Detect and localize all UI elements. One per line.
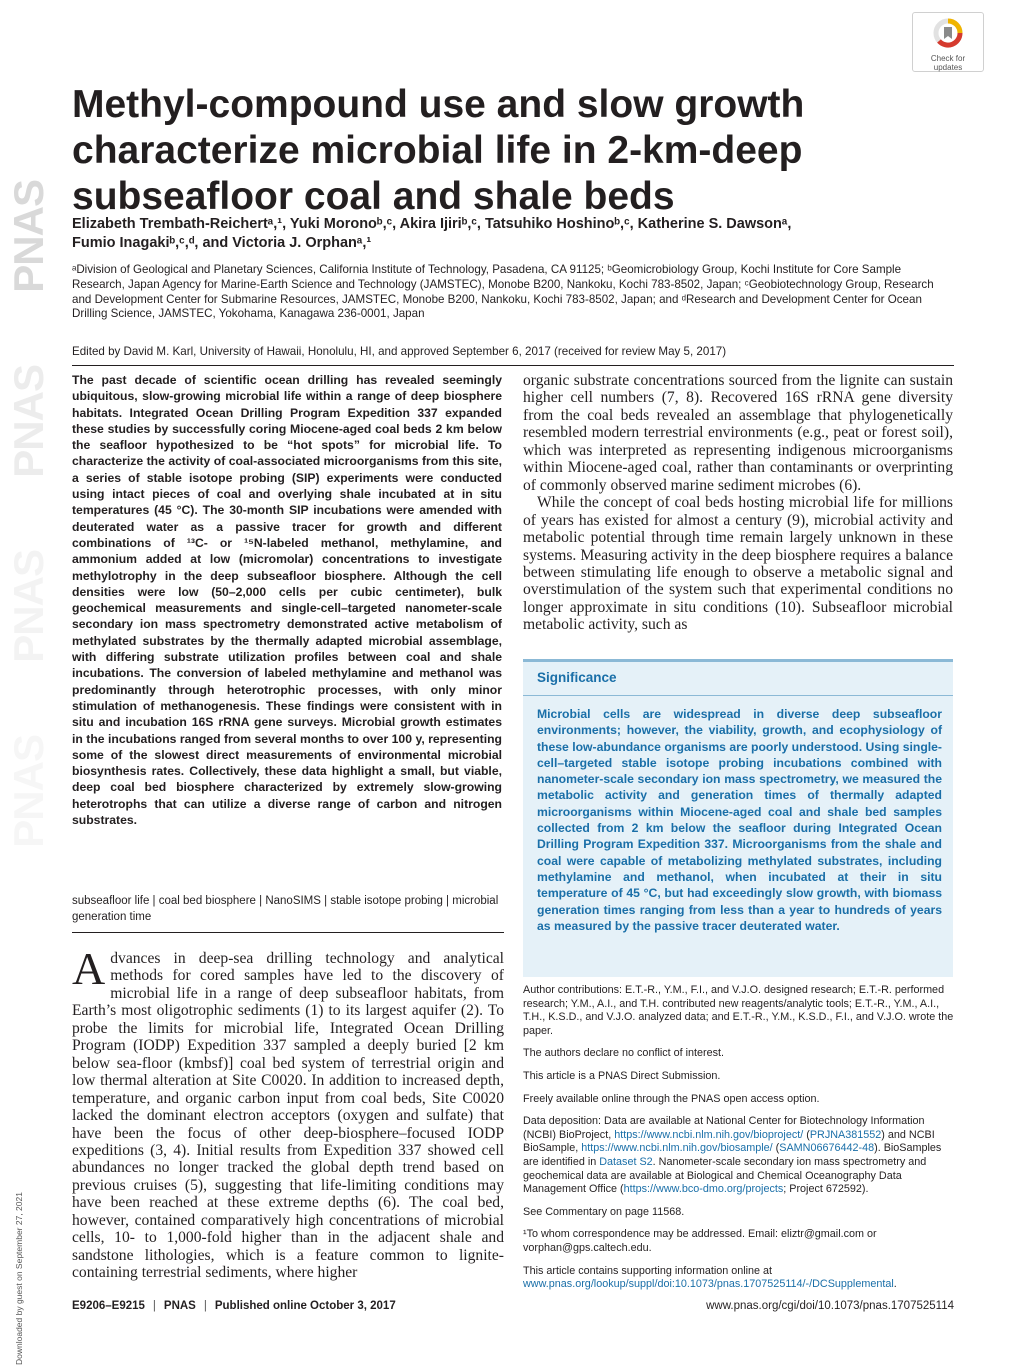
significance-box [523, 659, 953, 977]
keyword[interactable]: microbial generation time [72, 895, 499, 923]
keyword[interactable]: NanoSIMS [265, 895, 321, 907]
badge-line1: Check for [930, 54, 966, 63]
authors-line-1: Elizabeth Trembath-Reichertᵃ,¹, Yuki Moronoᵇ,ᶜ, Akira Ijiriᵇ,ᶜ, Tatsuhiko Hoshinoᵇ,ᶜ, Katherine S. Dawsonᵃ, [72, 216, 792, 232]
deposition-text: ( [772, 1142, 780, 1155]
keyword[interactable]: subseafloor life [72, 895, 150, 907]
divider [72, 365, 954, 366]
journal-name: PNAS [163, 1300, 196, 1312]
deposition-text: ( [803, 1128, 810, 1141]
article-notes [523, 984, 955, 1301]
dataset-link[interactable]: Dataset S2 [599, 1155, 653, 1168]
footer-separator: | [203, 1300, 207, 1312]
supp-text: . [893, 1278, 897, 1291]
body-paragraph: organic substrate concentrations sourced from the lignite can sustain higher cell numbers (7, 8). Recovered 16S rRNA gene diversity from the coal beds revealed an assemblage that phylogenetically resembled modern terrestrial environments (e.g., peat or forest soil), which was interpreted as representing indigenous microorganisms within Miocene-aged coal, rather than contaminants or overprinting of commonly observed marine sediment microbes (6). [523, 372, 953, 494]
check-for-updates-badge[interactable] [912, 12, 984, 72]
keyword[interactable]: coal bed biosphere [158, 895, 256, 907]
keywords: subseafloor life | coal bed biosphere | NanoSIMS | stable isotope probing | microbial generation time [72, 895, 499, 923]
doi-url[interactable]: www.pnas.org/cgi/doi/10.1073/pnas.1707525114 [706, 1300, 954, 1312]
correspondence-note: ¹To whom correspondence may be addressed. Email: eliztr@gmail.com or vorphan@gps.caltech.edu. [523, 1228, 877, 1254]
bioproject-link[interactable]: https://www.ncbi.nlm.nih.gov/bioproject/ [614, 1128, 804, 1141]
badge-line2: updates [933, 63, 963, 72]
samn-link[interactable]: SAMN06676442-48 [779, 1142, 875, 1155]
authors-line-2: Fumio Inagakiᵇ,ᶜ,ᵈ, and Victoria J. Orphanᵃ,¹ [72, 235, 372, 251]
drop-cap: A [72, 943, 106, 994]
author-contributions: Author contributions: E.T.-R., Y.M., F.I., and V.J.O. designed research; E.T.-R. performed research; Y.M., A.I., and T.H. contributed new reagents/analytic tools; E.T.-R., Y.M., A.I., T.H., K.S.D., and V.J.O. analyzed data; and E.T.-R., Y.M., K.S.D., F.I., and V.J.O. wrote the paper. [523, 984, 954, 1037]
submission-note: This article is a PNAS Direct Submission. [523, 1069, 721, 1082]
side-logo-text: PNAS [5, 735, 52, 848]
introduction-text [72, 943, 504, 1282]
conflict-statement: The authors declare no conflict of interest. [523, 1047, 725, 1060]
supplement-link[interactable]: www.pnas.org/lookup/suppl/doi:10.1073/pnas.1707525114/-/DCSupplemental [523, 1278, 894, 1291]
download-note: Downloaded by guest on September 27, 2021 [14, 1192, 24, 1365]
abstract: The past decade of scientific ocean drilling has revealed seemingly ubiquitous, slow-growing microbial life within a range of deep biosphere habitats. Integrated Ocean Drilling Program Expedition 337 expanded these studies by successfully coring Miocene-aged coal beds 2 km below the seafloor hypothesized to be “hot spots” for microbial life. To characterize the activity of coal-associated microorganisms from this site, a series of stable isotope probing (SIP) experiments were conducted using intact pieces of coal and overlying shale incubated at in situ temperatures (45 °C). The 30-month SIP incubations were amended with deuterated water as a passive tracer for growth and different combinations of ¹³C- or ¹⁵N-labeled methanol, methylamine, and ammonium added at low (micromolar) concentrations to investigate methylotrophy in the deep subseafloor biosphere. Although the cell densities were low (50–2,000 cells per cubic centimeter), bulk geochemical measurements and single-cell–targeted nanometer-scale secondary ion mass spectrometry demonstrated active metabolism of methylated substrates by the thermally adapted microbial assemblage, with differing substrate utilization profiles between coal and shale incubations. The conversion of labeled methylamine and methanol was predominantly through heterotrophic processes, with only minor stimulation of methanogenesis. These findings were consistent with in situ and incubation 16S rRNA gene surveys. Microbial growth estimates in the incubations ranged from several months to over 100 y, representing some of the slowest direct measurements of environmental microbial biosynthesis rates. Collectively, these data highlight a small, but viable, deep coal bed biosphere characterized by extremely slow-growing heterotrophs that can utilize a diverse range of carbon and nitrogen substrates. [72, 373, 502, 828]
supporting-info [523, 1265, 955, 1292]
deposition-text: ; Project 672592). [783, 1183, 869, 1196]
open-access-note: Freely available online through the PNAS open access option. [523, 1092, 820, 1105]
body-paragraph: While the concept of coal beds hosting microbial life for millions of years has existed for almost a century (9), microbial activity and metabolic potential through time remain largely unknown in these systems. Measuring activity in the deep biosphere requires a balance between stimulating life enough to observe a metabolic signal and overstimulation of the system such that experimental conditions no longer approximate in situ conditions (10). Subseafloor microbial metabolic activity, such as [523, 494, 953, 634]
footer-left [72, 1300, 396, 1312]
bookmark-ring-icon [933, 18, 963, 48]
side-logo-text: PNAS [5, 550, 52, 663]
journal-side-logo [0, 180, 52, 1040]
deposition-text: . Nanometer-scale secondary ion mass spectrometry and geochemical data are available at Biological and Chemical Oceanography Data Management Office ( [523, 1155, 927, 1196]
side-logo-text: PNAS [5, 180, 52, 293]
editor-line: Edited by David M. Karl, University of Hawaii, Honolulu, HI, and approved September 6, 2017 (received for review May 5, 2017) [72, 345, 727, 358]
significance-text: Microbial cells are widespread in diverse deep subseafloor environments; however, the viability, growth, and ecophysiology of these low-abundance organisms are poorly understood. Using single-cell–targeted stable isotope probing incubations combined with nanometer-scale secondary ion mass spectrometry, we measured the metabolic activity and generation times of thermally adapted microorganisms within Miocene-aged coal and shale bed samples collected from 2 km below the seafloor during Integrated Ocean Drilling Program Expedition 337. Microorganisms from the shale and coal were capable of metabolizing methylated substrates, including methylamine and methanol, when incubated at their in situ temperature of 45 °C, but had exceedingly slow growth, with biomass generation times ranging from less than a year to hundreds of years as measured by the passive tracer deuterated water. [537, 707, 942, 933]
deposition-text: ) and NCBI BioSample, [523, 1128, 935, 1155]
author-list [72, 215, 952, 253]
article-title: Methyl-compound use and slow growth characterize microbial life in 2-km-deep subseafloor coal and shale beds [72, 83, 805, 218]
data-deposition [523, 1115, 955, 1197]
page-range: E9206–E9215 [72, 1300, 145, 1312]
keyword[interactable]: stable isotope probing [330, 895, 443, 907]
significance-heading: Significance [537, 670, 617, 685]
prjna-link[interactable]: PRJNA381552 [809, 1128, 882, 1141]
deposition-text: ). BioSamples are identified in [523, 1142, 942, 1168]
side-logo-text: PNAS [5, 365, 52, 478]
affiliations: ᵃDivision of Geological and Planetary Sciences, California Institute of Technology, Pasadena, CA 91125; ᵇGeomicrobiology Group, Kochi Institute for Core Sample Research, Japan Agency for Marine-Earth Science and Technology (JAMSTEC), Monobe B200, Nankoku, Kochi 783-8502, Japan; ᶜGeobiotechnology Group, Research and Development Center for Submarine Resources, JAMSTEC, Monobe B200, Nankoku, Kochi 783-8502, Japan; and ᵈResearch and Development Center for Ocean Drilling Science, JAMSTEC, Yokohama, Kanagawa 236-0001, Japan [72, 263, 934, 321]
intro-paragraph: dvances in deep-sea drilling technology and analytical methods for cored samples have led to the discovery of microbial life in a range of deep subseafloor habitats, from Earth’s most oligotrophic sediments (1) to its largest aquifer (2). To probe the limits for microbial life, Integrated Ocean Drilling Program (IODP) Expedition 337 sampled a deeply buried [2 km below sea-floor (kmbsf)] coal bed system of terrestrial origin and low thermal alteration at Site C0020. In addition to increased depth, temperature, and organic carbon input from coal beds, Site C0020 lacked the dominant electron acceptors (oxygen and sulfate) that have been the focus of other deep-biosphere–focused IODP expeditions (3, 4). Initial results from Expedition 337 showed cell abundances no longer tracked the global depth trend based on previous cruises (5), suggesting that life-limiting conditions may have been reached at these extreme depths (6). The coal bed, however, contained comparatively high concentrations of microbial cells, 10- to 1,000-fold higher than in the adjacent shale and sandstone lithologies, which is a feature common to lignite-containing terrestrial sediments, where higher [72, 950, 504, 1282]
supp-text: This article contains supporting information online at [523, 1264, 773, 1277]
publication-date: Published online October 3, 2017 [214, 1300, 396, 1312]
divider [72, 932, 504, 933]
right-column-text [523, 372, 953, 634]
biosample-link[interactable]: https://www.ncbi.nlm.nih.gov/biosample/ [581, 1142, 773, 1155]
deposition-text: Data deposition: Data are available at National Center for Biotechnology Information (NCBI) BioProject, [523, 1115, 925, 1141]
commentary-note: See Commentary on page 11568. [523, 1205, 685, 1218]
bcodmo-link[interactable]: https://www.bco-dmo.org/projects [623, 1183, 784, 1196]
footer-separator: | [152, 1300, 156, 1312]
significance-divider [523, 695, 953, 696]
